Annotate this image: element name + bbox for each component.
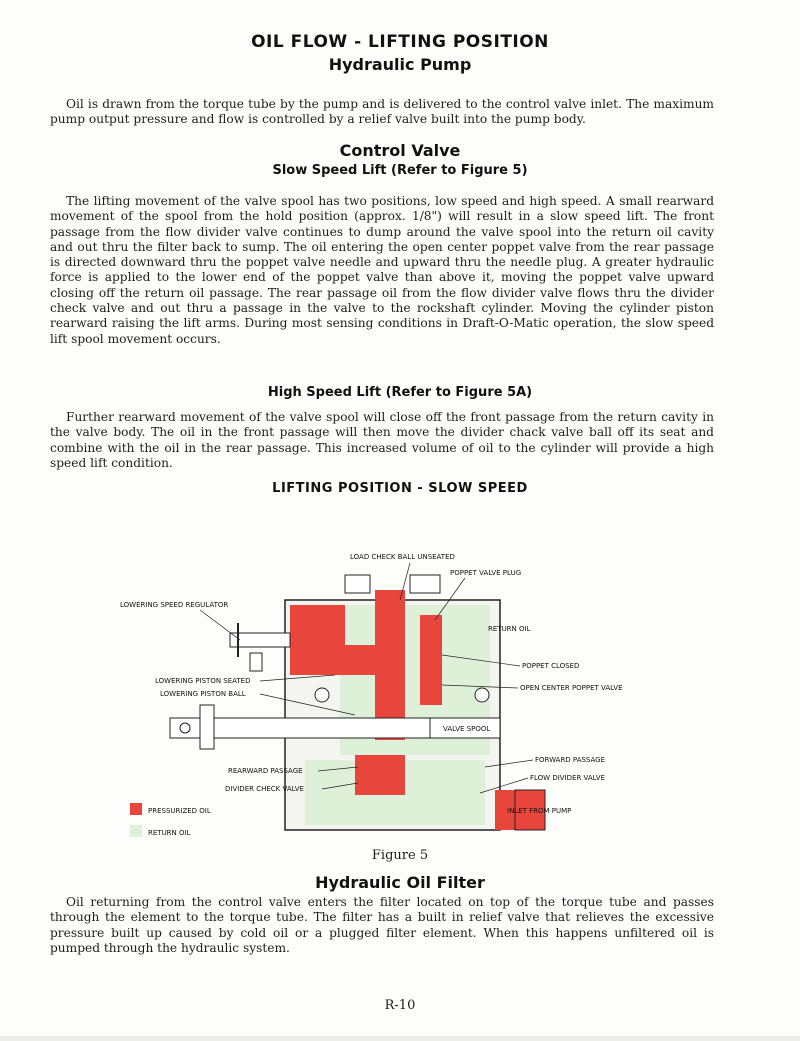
- oil-filter-paragraph: Oil returning from the control valve enters the filter located on top of the torque tube and passes through the element to the torque tube. The filter has a built in relief valve that relieves the excessive pressure built up caused by cold oil or a plugged filter element. When this happens unfiltered oil is pumped through the hydraulic system.: [50, 895, 714, 955]
- label-inlet-from-pump: INLET FROM PUMP: [507, 807, 572, 815]
- control-valve-diagram: [110, 545, 670, 845]
- slow-speed-lift-heading: Slow Speed Lift (Refer to Figure 5): [272, 163, 528, 178]
- top-fitting-left: [345, 575, 370, 593]
- page-bottom-edge: [0, 1036, 800, 1041]
- slow-speed-paragraph: The lifting movement of the valve spool has two positions, low speed and high speed. A small rearward movement of the spool from the hold position (approx. 1/8") will result in a slow speed lift. The front passage from the flow divider valve continues to dump around the valve spool into the return oil cavity and out thru the filter back to sump. The oil entering the open center poppet valve from the rear passage is directed downward thru the poppet valve needle and upward thru the needle plug. A greater hydraulic force is applied to the lower end of the poppet valve than above it, moving the poppet valve upward closing off the return oil passage. The rear passage oil from the flow divider valve flows thru the divider check valve and out thru a passage in the valve to the rockshaft cylinder. Moving the cylinder piston rearward raising the lift arms. During most sensing conditions in Draft-O-Matic operation, the slow speed lift spool movement occurs.: [50, 194, 714, 346]
- label-rearward-passage: REARWARD PASSAGE: [228, 767, 303, 775]
- pump-paragraph: Oil is drawn from the torque tube by the pump and is delivered to the control valve inlet. The maximum pump output pressure and flow is controlled by a relief valve built into the pump body.: [50, 97, 714, 127]
- page-number: R-10: [384, 998, 416, 1013]
- label-return-oil: RETURN OIL: [488, 625, 531, 633]
- pressurized-rearward-passage: [355, 755, 405, 795]
- pressurized-cross-passage: [335, 645, 395, 675]
- high-speed-lift-heading: High Speed Lift (Refer to Figure 5A): [267, 385, 533, 400]
- spool-end-cap: [200, 705, 214, 749]
- label-valve-spool: VALVE SPOOL: [443, 725, 491, 733]
- legend-label-return: RETURN OIL: [148, 829, 191, 837]
- label-poppet-closed: POPPET CLOSED: [522, 662, 580, 670]
- figure-title: LIFTING POSITION - SLOW SPEED: [272, 481, 528, 496]
- body-bore-left: [315, 688, 329, 702]
- pressurized-poppet-valve: [420, 615, 442, 705]
- oil-filter-heading: Hydraulic Oil Filter: [315, 873, 485, 892]
- label-poppet-plug: POPPET VALVE PLUG: [450, 569, 522, 577]
- label-piston-ball: LOWERING PISTON BALL: [160, 690, 246, 698]
- label-lowering-regulator: LOWERING SPEED REGULATOR: [120, 601, 229, 609]
- label-forward-passage: FORWARD PASSAGE: [535, 756, 606, 764]
- label-flow-divider: FLOW DIVIDER VALVE: [530, 774, 606, 782]
- legend-swatch-pressurized: [130, 803, 142, 815]
- label-divider-check: DIVIDER CHECK VALVE: [225, 785, 304, 793]
- label-load-check: LOAD CHECK BALL UNSEATED: [350, 553, 455, 561]
- label-piston-seated: LOWERING PISTON SEATED: [155, 677, 251, 685]
- high-speed-paragraph: Further rearward movement of the valve spool will close off the front passage from the return cavity in the valve body. The oil in the front passage will then move the divider chack valve ball off its seat and combine with the oil in the rear passage. This increased volume of oil to the cylinder will provide a high speed lift condition.: [50, 410, 714, 470]
- control-valve-heading: Control Valve: [339, 141, 461, 160]
- legend-label-pressurized: PRESSURIZED OIL: [148, 807, 211, 815]
- hydraulic-pump-heading: Hydraulic Pump: [328, 55, 472, 74]
- figure-caption: Figure 5: [371, 848, 429, 863]
- label-open-center: OPEN CENTER POPPET VALVE: [520, 684, 623, 692]
- top-fitting-right: [410, 575, 440, 593]
- page-title: OIL FLOW - LIFTING POSITION: [251, 32, 549, 52]
- spool-pin: [180, 723, 190, 733]
- legend-swatch-return: [130, 825, 142, 837]
- regulator-knob: [250, 653, 262, 671]
- body-bore-right: [475, 688, 489, 702]
